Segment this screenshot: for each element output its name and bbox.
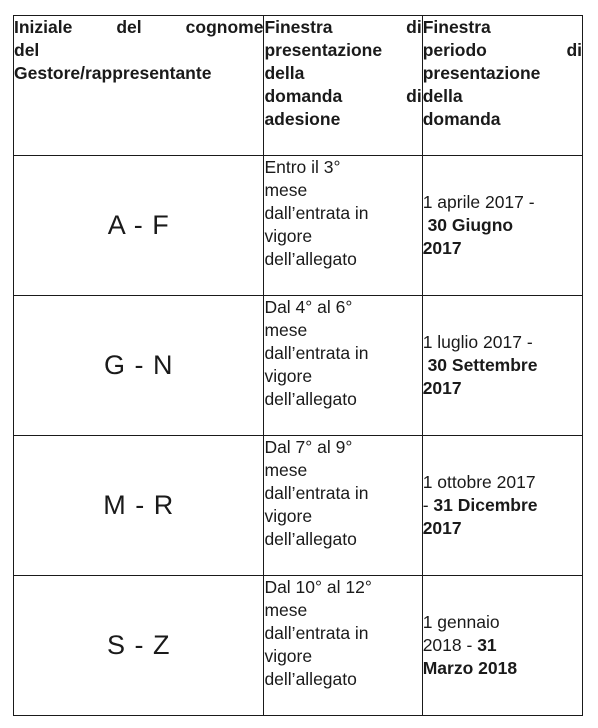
period-line [423, 657, 582, 680]
window-line: Dal 4° al 6° [264, 297, 353, 317]
window-line: mese [264, 600, 308, 620]
window-line: dall’entrata in [264, 343, 369, 363]
header-line: del [14, 40, 40, 60]
window-cell [264, 156, 422, 296]
period-start: 1 luglio 2017 - [422, 332, 533, 352]
period-line [423, 377, 582, 400]
period-line [423, 237, 582, 260]
header-line: Finestra [422, 17, 491, 37]
window-line: dall’entrata in [264, 623, 369, 643]
header-line: presentazione [422, 63, 541, 83]
period-start: 1 ottobre 2017 [422, 472, 536, 492]
window-line: dall’entrata in [264, 483, 369, 503]
period-cell [422, 296, 582, 436]
table-header-row [14, 16, 583, 156]
header-line: domanda [422, 109, 501, 129]
header-line: adesione [264, 109, 341, 129]
window-line: Dal 7° al 9° [264, 437, 353, 457]
period-end: Marzo 2018 [422, 658, 518, 678]
period-start: 1 aprile 2017 - [422, 192, 535, 212]
window-line: dell’allegato [264, 249, 357, 269]
surname-range-cell: M - R [14, 436, 264, 576]
surname-range-cell: A - F [14, 156, 264, 296]
period-end: 30 Giugno [422, 215, 514, 235]
period-end: 31 Dicembre [433, 495, 538, 515]
surname-range-cell: G - N [14, 296, 264, 436]
period-end: 2017 [422, 238, 462, 258]
header-line: Iniziale del cognome [14, 17, 264, 37]
period-cell [422, 436, 582, 576]
window-line: Entro il 3° [264, 157, 341, 177]
window-line: vigore [264, 646, 313, 666]
header-line: presentazione [264, 40, 383, 60]
header-line: periodo di [422, 40, 582, 60]
header-submission-window [264, 16, 422, 156]
period-cell [422, 156, 582, 296]
window-line: mese [264, 320, 308, 340]
period-line [423, 354, 582, 377]
period-end: 2017 [422, 378, 462, 398]
period-end: 30 Settembre [422, 355, 538, 375]
window-line: mese [264, 460, 308, 480]
window-cell [264, 436, 422, 576]
window-line: vigore [264, 366, 313, 386]
deadline-table [13, 15, 583, 716]
period-line [423, 214, 582, 237]
window-line: dell’allegato [264, 529, 357, 549]
window-cell [264, 576, 422, 716]
period-line [423, 634, 582, 657]
header-line: Finestra di [264, 17, 422, 37]
table-row [14, 576, 583, 716]
window-line: vigore [264, 506, 313, 526]
surname-range-cell: S - Z [14, 576, 264, 716]
header-line: Gestore/rappresentante [14, 63, 212, 83]
header-line: della [264, 63, 305, 83]
window-line: dell’allegato [264, 669, 357, 689]
period-cell [422, 576, 582, 716]
table-row [14, 156, 583, 296]
period-start: 1 gennaio [422, 612, 500, 632]
header-surname-initial [14, 16, 264, 156]
header-line: domanda di [264, 86, 422, 106]
period-end: 31 [477, 635, 497, 655]
period-line [423, 494, 582, 517]
period-line [423, 517, 582, 540]
window-line: vigore [264, 226, 313, 246]
header-line: della [422, 86, 463, 106]
header-submission-period [422, 16, 582, 156]
window-line: Dal 10° al 12° [264, 577, 372, 597]
window-cell [264, 296, 422, 436]
period-end: 2017 [422, 518, 462, 538]
period-prefix: - [422, 495, 434, 515]
window-line: dall’entrata in [264, 203, 369, 223]
table-row [14, 296, 583, 436]
window-line: mese [264, 180, 308, 200]
period-prefix: 2018 - [422, 635, 478, 655]
window-line: dell’allegato [264, 389, 357, 409]
table-row [14, 436, 583, 576]
